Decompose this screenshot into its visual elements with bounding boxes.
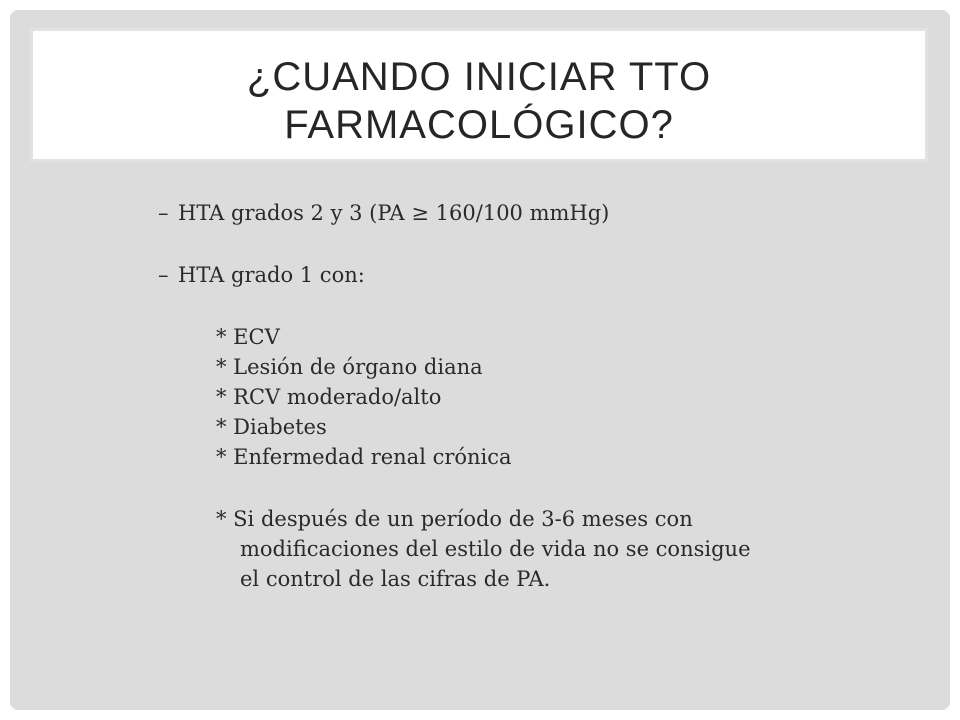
dash-bullet: – [158, 201, 169, 225]
sub-item-diabetes: * Diabetes [216, 415, 327, 439]
note-line-1: * Si después de un período de 3-6 meses con [216, 507, 693, 531]
list-item-text: HTA grado 1 con: [178, 263, 365, 287]
slide [10, 10, 950, 710]
title-box [30, 28, 928, 162]
dash-bullet: – [158, 263, 169, 287]
spacer [158, 472, 751, 504]
list-item-hta-1 [158, 260, 751, 290]
sub-item-ecv: * ECV [216, 325, 280, 349]
sub-item-rcv: * RCV moderado/alto [216, 385, 442, 409]
title-line-2: FARMACOLÓGICO? [284, 103, 674, 147]
list-item-hta-2-3 [158, 198, 751, 228]
slide-title [33, 31, 925, 149]
slide-body [158, 198, 751, 594]
title-line-1: ¿CUANDO INICIAR TTO [246, 55, 712, 99]
spacer [158, 290, 751, 322]
spacer [158, 228, 751, 260]
note-line-3: el control de las cifras de PA. [240, 567, 551, 591]
note-line-2: modificaciones del estilo de vida no se consigue [240, 537, 751, 561]
list-item-text: HTA grados 2 y 3 (PA ≥ 160/100 mmHg) [178, 201, 610, 225]
sub-item-renal: * Enfermedad renal crónica [216, 445, 512, 469]
sub-item-lesion: * Lesión de órgano diana [216, 355, 483, 379]
